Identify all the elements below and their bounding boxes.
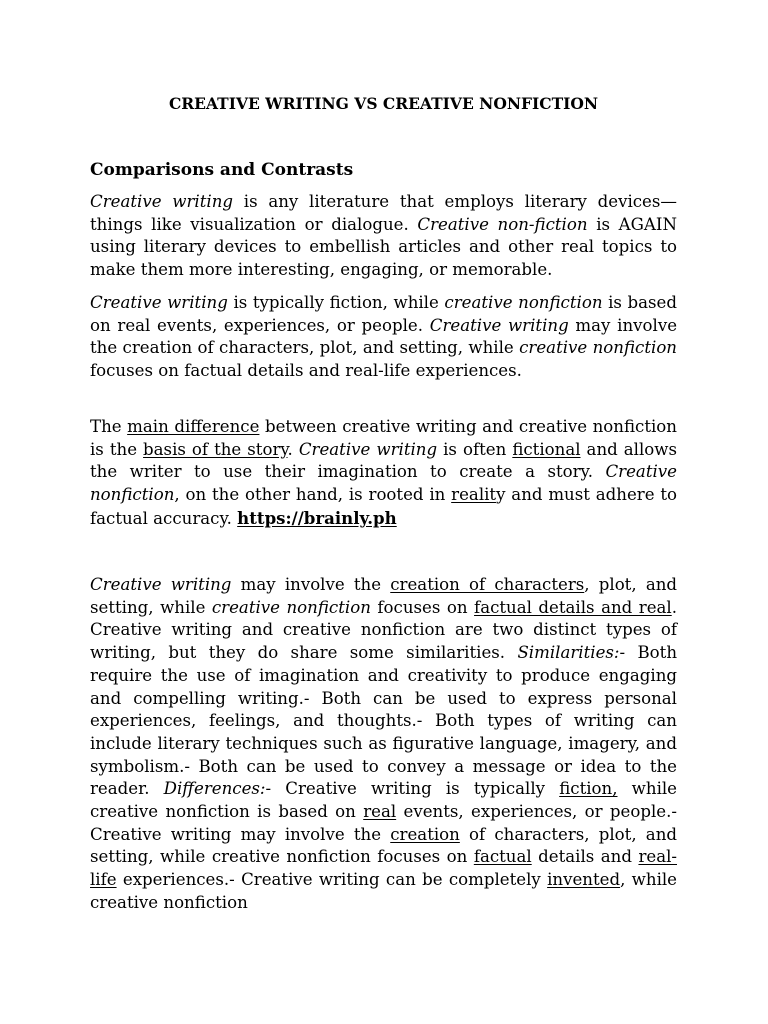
section-heading: Comparisons and Contrasts [90,160,354,180]
underlined-creation-of-characters: creation of characters [390,575,585,594]
document-title: CREATIVE WRITING VS CREATIVE NONFICTION [168,94,599,113]
paragraph-fiction-vs-real: Creative writing is typically fiction, while creative nonfiction is based on real events, experiences, or people. Creative writing may involve the creation of characters, plot, and setting, while creative nonfiction focuses on factual details and real-life experiences. [90,293,678,381]
term-creative-writing: Creative writing [90,192,233,211]
underlined-basis-of-story: basis of the story [143,439,288,459]
underlined-factual-details: factual details and real [474,597,672,617]
similarities-label: Similarities: [517,643,620,663]
underlined-fictional: fictional [512,439,581,459]
differences-label: Differences: [163,779,266,799]
term-creative-non-fiction: Creative non-fiction [417,214,588,234]
paragraph-definitions: Creative writing is any literature that employs literary devices—things like visualization or dialogue. Creative non-fiction is AGAIN using literary devices to embellish articles and other real topics to make them more interesting, engaging, or memorable. [90,192,677,280]
source-link[interactable]: https://brainly.ph [237,507,397,528]
paragraph-main-difference: The main difference between creative writing and creative nonfiction is the basis of the story. Creative writing is often fictional and allows the writer to use their imagination to create a story. Creative nonfiction, on the other hand, is rooted in reality and must adhere to factual accuracy. https://brainly.ph [90,417,677,528]
underlined-reality: realit [451,485,497,505]
underlined-main-difference: main difference [127,417,260,436]
paragraph-similarities-differences: Creative writing may involve the creation of characters, plot, and setting, while creative nonfiction focuses on factual details and real. Creative writing and creative nonfiction are two distinct types of writing, but they do share some similarities. Similarities:- Both require the use of imagination and creativity to produce engaging and compelling writing.- Both can be used to express personal experiences, feelings, and thoughts.- Both types of writing can include literary techniques such as figurative language, imagery, and symbolism.- Both can be used to convey a message or idea to the reader. Differences:- Creative writing is typically fiction, while creative nonfiction is based on real events, experiences, or people.- Creative writing may involve the creation of characters, plot, and setting, while creative nonfiction focuses on factual details and real-life experiences.- Creative writing can be completely invented, while creative nonfiction [90,575,678,912]
